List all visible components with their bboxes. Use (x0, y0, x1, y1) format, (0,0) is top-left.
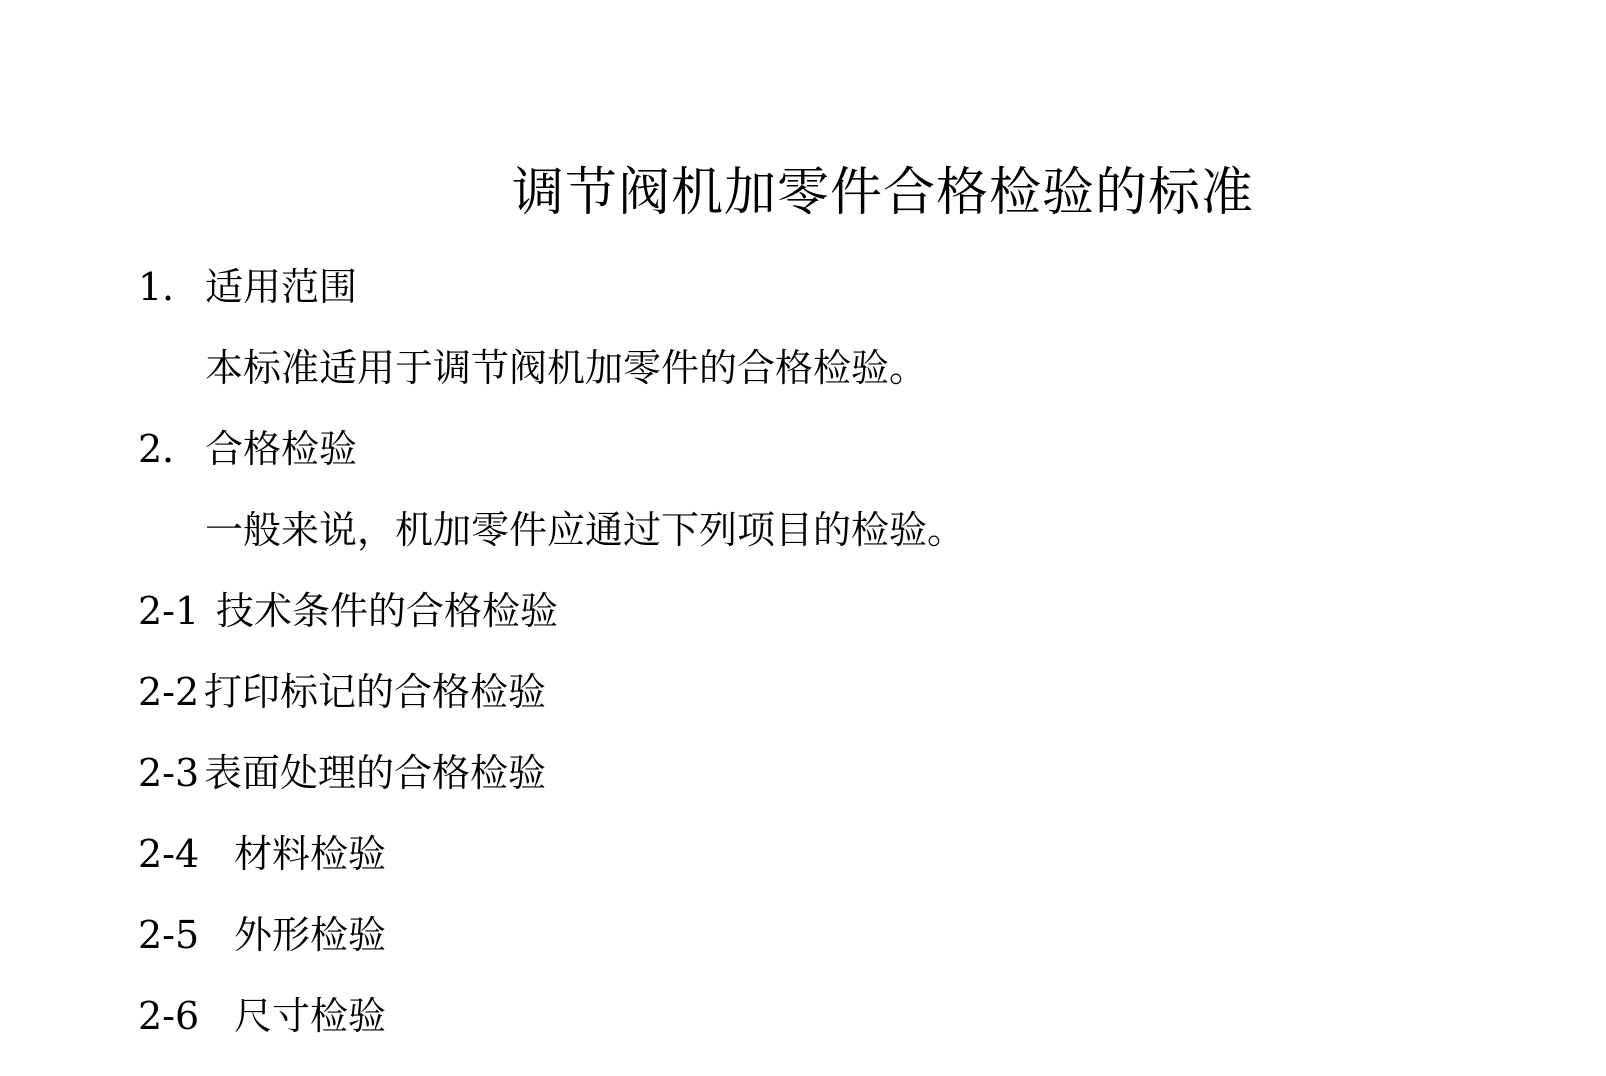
item-label: 材料检验 (234, 832, 387, 876)
document-title: 调节阀机加零件合格检验的标准 (511, 163, 1254, 223)
list-item (138, 991, 386, 1041)
list-item (138, 748, 546, 798)
item-number: 2-2 (138, 670, 200, 714)
section-heading: 适用范围 (205, 265, 358, 309)
list-item (138, 586, 558, 636)
section-body-inspection: 一般来说，机加零件应通过下列项目的检验。 (205, 508, 966, 552)
section-number: 1． (138, 265, 201, 309)
list-item (138, 910, 386, 960)
section-number: 2． (138, 427, 201, 471)
item-label: 打印标记的合格检验 (204, 670, 547, 714)
list-item (138, 667, 546, 717)
section-heading-inspection (138, 424, 357, 474)
item-label: 外形检验 (234, 913, 387, 957)
list-item (138, 829, 386, 879)
section-heading: 合格检验 (205, 427, 358, 471)
section-body-scope: 本标准适用于调节阀机加零件的合格检验。 (205, 346, 928, 390)
item-label: 表面处理的合格检验 (204, 751, 547, 795)
item-number: 2-4 (138, 832, 200, 876)
item-label: 技术条件的合格检验 (216, 589, 559, 633)
item-number: 2-5 (138, 913, 200, 957)
item-number: 2-1 (138, 589, 200, 633)
section-heading-scope (138, 262, 357, 312)
item-label: 尺寸检验 (234, 994, 387, 1038)
item-number: 2-3 (138, 751, 200, 795)
item-number: 2-6 (138, 994, 200, 1038)
